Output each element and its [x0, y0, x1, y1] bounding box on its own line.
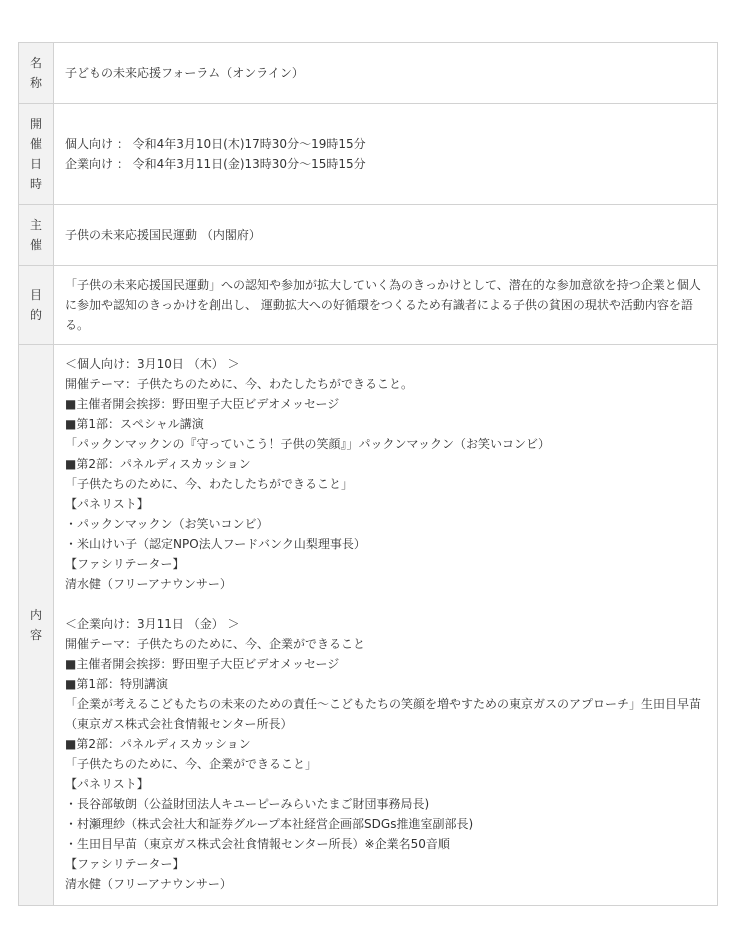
- program-line: 開催テーマ：子供たちのために、今、わたしたちができること。: [65, 377, 414, 391]
- program-line: ・生田目早苗（東京ガス株式会社食情報センター所長）※企業名50音順: [65, 837, 450, 851]
- program-line: ■主催者開会挨拶：野田聖子大臣ビデオメッセージ: [65, 397, 340, 411]
- label-content: 内容: [19, 345, 54, 906]
- table-row-host: [19, 205, 718, 266]
- date-corporate: 企業向け ： 令和4年3月11日(金)13時30分～15時15分: [65, 157, 366, 171]
- spacer: [65, 594, 703, 614]
- purpose-text: 「子供の未来応援国民運動」への認知や参加が拡大していく為のきっかけとして、潜在的な参加意欲を持つ企業と個人に参加や認知のきっかけを創出し、 運動拡大への好循環をつくるため有識者による子供の貧困の現状や活動内容を語る。: [65, 278, 701, 332]
- program-line: ■主催者開会挨拶：野田聖子大臣ビデオメッセージ: [65, 657, 340, 671]
- program-line: ・米山けい子（認定NPO法人フードバンク山梨理事長）: [65, 537, 366, 551]
- value-content: [54, 345, 718, 906]
- value-host: [54, 205, 718, 266]
- value-purpose: [54, 266, 718, 345]
- program-line: ■第2部：パネルディスカッション: [65, 737, 251, 751]
- program-line: ・パックンマックン（お笑いコンビ）: [65, 517, 269, 531]
- program-line: 「子供たちのために、今、わたしたちができること」: [65, 477, 354, 491]
- label-date: 開催日時: [19, 104, 54, 205]
- program-line: 「企業が考えるこどもたちの未来のための責任～こどもたちの笑顔を増やすための東京ガスのアプローチ」生田目早苗（東京ガス株式会社食情報センター所長）: [65, 697, 702, 731]
- event-name-text: 子どもの未来応援フォーラム（オンライン）: [65, 66, 304, 80]
- label-purpose: 目的: [19, 266, 54, 345]
- event-info-table: [18, 42, 718, 906]
- value-date: [54, 104, 718, 205]
- program-line: 清水健（フリーアナウンサー）: [65, 877, 232, 891]
- table-row-content: [19, 345, 718, 906]
- program-line: 【パネリスト】: [65, 777, 149, 791]
- table-row-date: [19, 104, 718, 205]
- date-individual: 個人向け ： 令和4年3月10日(木)17時30分～19時15分: [65, 137, 366, 151]
- value-name: [54, 43, 718, 104]
- program-line: 【ファシリテーター】: [65, 557, 185, 571]
- program-line: 清水健（フリーアナウンサー）: [65, 577, 232, 591]
- label-host: 主催: [19, 205, 54, 266]
- host-text: 子供の未来応援国民運動 （内閣府）: [65, 228, 261, 242]
- program-line: ■第1部：スペシャル講演: [65, 417, 204, 431]
- program-line: 【パネリスト】: [65, 497, 149, 511]
- corporate-program: [65, 614, 703, 894]
- program-line: ■第2部：パネルディスカッション: [65, 457, 251, 471]
- program-line: ＜企業向け：3月11日 （金） ＞: [65, 617, 240, 631]
- program-line: ■第1部：特別講演: [65, 677, 168, 691]
- program-line: ・長谷部敏朗（公益財団法人キユーピーみらいたまご財団事務局長): [65, 797, 430, 811]
- program-line: 【ファシリテーター】: [65, 857, 185, 871]
- program-line: 「子供たちのために、今、企業ができること」: [65, 757, 318, 771]
- label-name: 名称: [19, 43, 54, 104]
- program-line: 「パックンマックンの『守っていこう！子供の笑顔』」パックンマックン（お笑いコンビ）: [65, 437, 551, 451]
- program-line: ＜個人向け：3月10日 （木） ＞: [65, 357, 240, 371]
- program-line: 開催テーマ：子供たちのために、今、企業ができること: [65, 637, 366, 651]
- program-line: ・村瀬理紗（株式会社大和証券グループ本社経営企画部SDGs推進室副部長): [65, 817, 474, 831]
- individual-program: [65, 354, 703, 594]
- table-row-name: [19, 43, 718, 104]
- table-row-purpose: [19, 266, 718, 345]
